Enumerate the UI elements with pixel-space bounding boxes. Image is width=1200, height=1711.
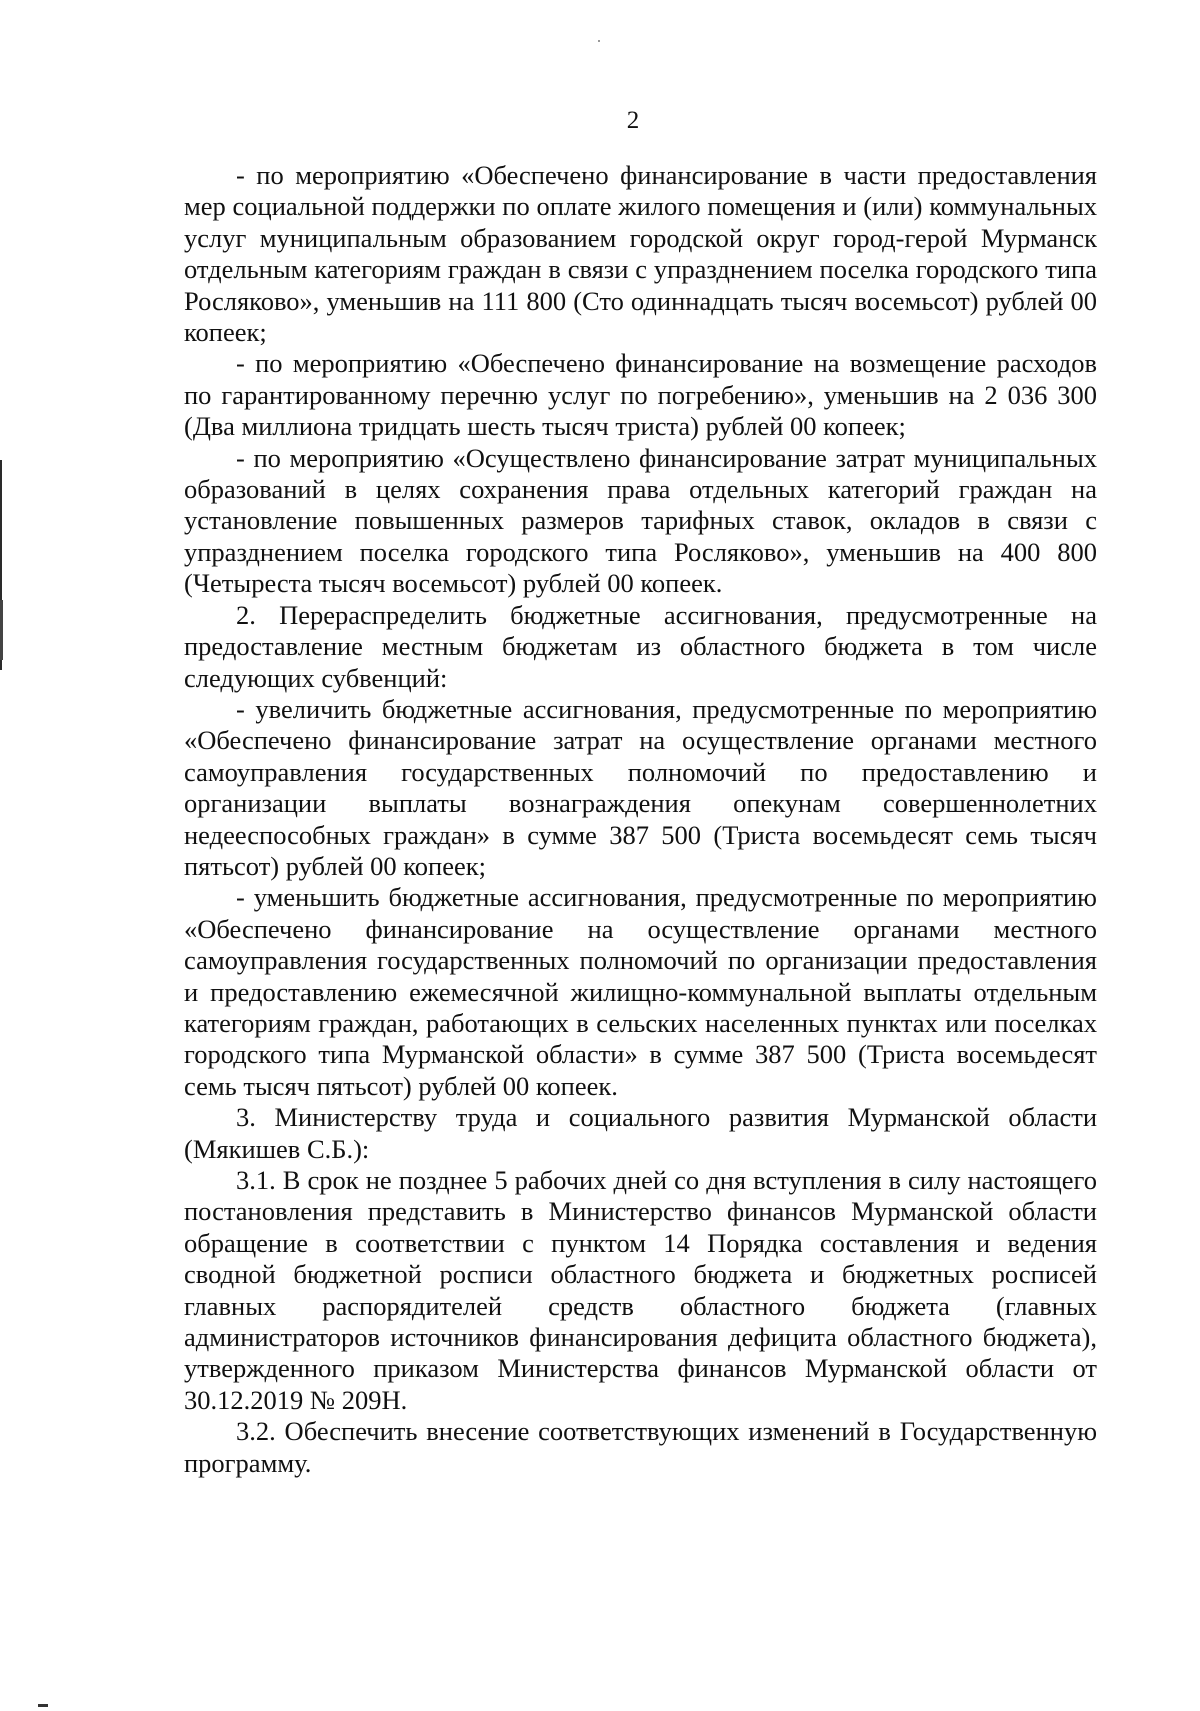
page-number: 2 <box>626 107 640 134</box>
scan-artifact <box>598 40 600 42</box>
document-body <box>184 160 1097 1479</box>
paragraph-item-3-2: 3.2. Обеспечить внесение соответствующих изменений в Государственную программу. <box>184 1416 1097 1478</box>
paragraph-increase-allocations: - увеличить бюджетные ассигнования, предусмотренные по мероприятию «Обеспечено финансирование затрат на осуществление органами местного самоуправления государственных полномочий по предоставлению и организации выплаты вознаграждения опекунам совершеннолетних недееспособных граждан» в сумме 387 500 (Триста восемьдесят семь тысяч пятьсот) рублей 00 копеек; <box>184 693 1097 881</box>
scan-corner-mark <box>38 1704 48 1707</box>
paragraph-measure-housing-support: - по мероприятию «Обеспечено финансирование в части предоставления мер социальной поддержки по оплате жилого помещения и (или) коммунальных услуг муниципальным образованием городской округ город-герой Мурманск отдельным категориям граждан в связи с упразднением поселка городского типа Росляково», уменьшив на 111 800 (Сто одиннадцать тысяч восемьсот) рублей 00 копеек; <box>184 160 1097 348</box>
paragraph-decrease-allocations: - уменьшить бюджетные ассигнования, предусмотренные по мероприятию «Обеспечено финансирование на осуществление органами местного самоуправления государственных полномочий по организации предоставления и предоставлению ежемесячной жилищно-коммунальной выплаты отдельным категориям граждан, работающих в сельских населенных пунктах или поселках городского типа Мурманской области» в сумме 387 500 (Триста восемьдесят семь тысяч пятьсот) рублей 00 копеек. <box>184 882 1097 1101</box>
scan-edge-mark <box>0 600 3 660</box>
paragraph-measure-burial-services: - по мероприятию «Обеспечено финансирование на возмещение расходов по гарантированному перечню услуг по погребению», уменьшив на 2 036 300 (Два миллиона тридцать шесть тысяч триста) рублей 00 копеек; <box>184 348 1097 442</box>
paragraph-item-2-redistribute: 2. Перераспределить бюджетные ассигнования, предусмотренные на предоставление местным бюджетам из областного бюджета в том числе следующих субвенций: <box>184 599 1097 693</box>
paragraph-item-3-ministry: 3. Министерству труда и социального развития Мурманской области (Мякишев С.Б.): <box>184 1102 1097 1164</box>
paragraph-measure-tariff-rates: - по мероприятию «Осуществлено финансирование затрат муниципальных образований в целях сохранения права отдельных категорий граждан на установление повышенных размеров тарифных ставок, окладов в связи с упразднением поселка городского типа Росляково», уменьшив на 400 800 (Четыреста тысяч восемьсот) рублей 00 копеек. <box>184 442 1097 599</box>
paragraph-item-3-1: 3.1. В срок не позднее 5 рабочих дней со дня вступления в силу настоящего постановления представить в Министерство финансов Мурманской области обращение в соответствии с пунктом 14 Порядка составления и ведения сводной бюджетной росписи областного бюджета и бюджетных росписей главных распорядителей средств областного бюджета (главных администраторов источников финансирования дефицита областного бюджета), утвержденного приказом Министерства финансов Мурманской области от 30.12.2019 № 209Н. <box>184 1165 1097 1415</box>
